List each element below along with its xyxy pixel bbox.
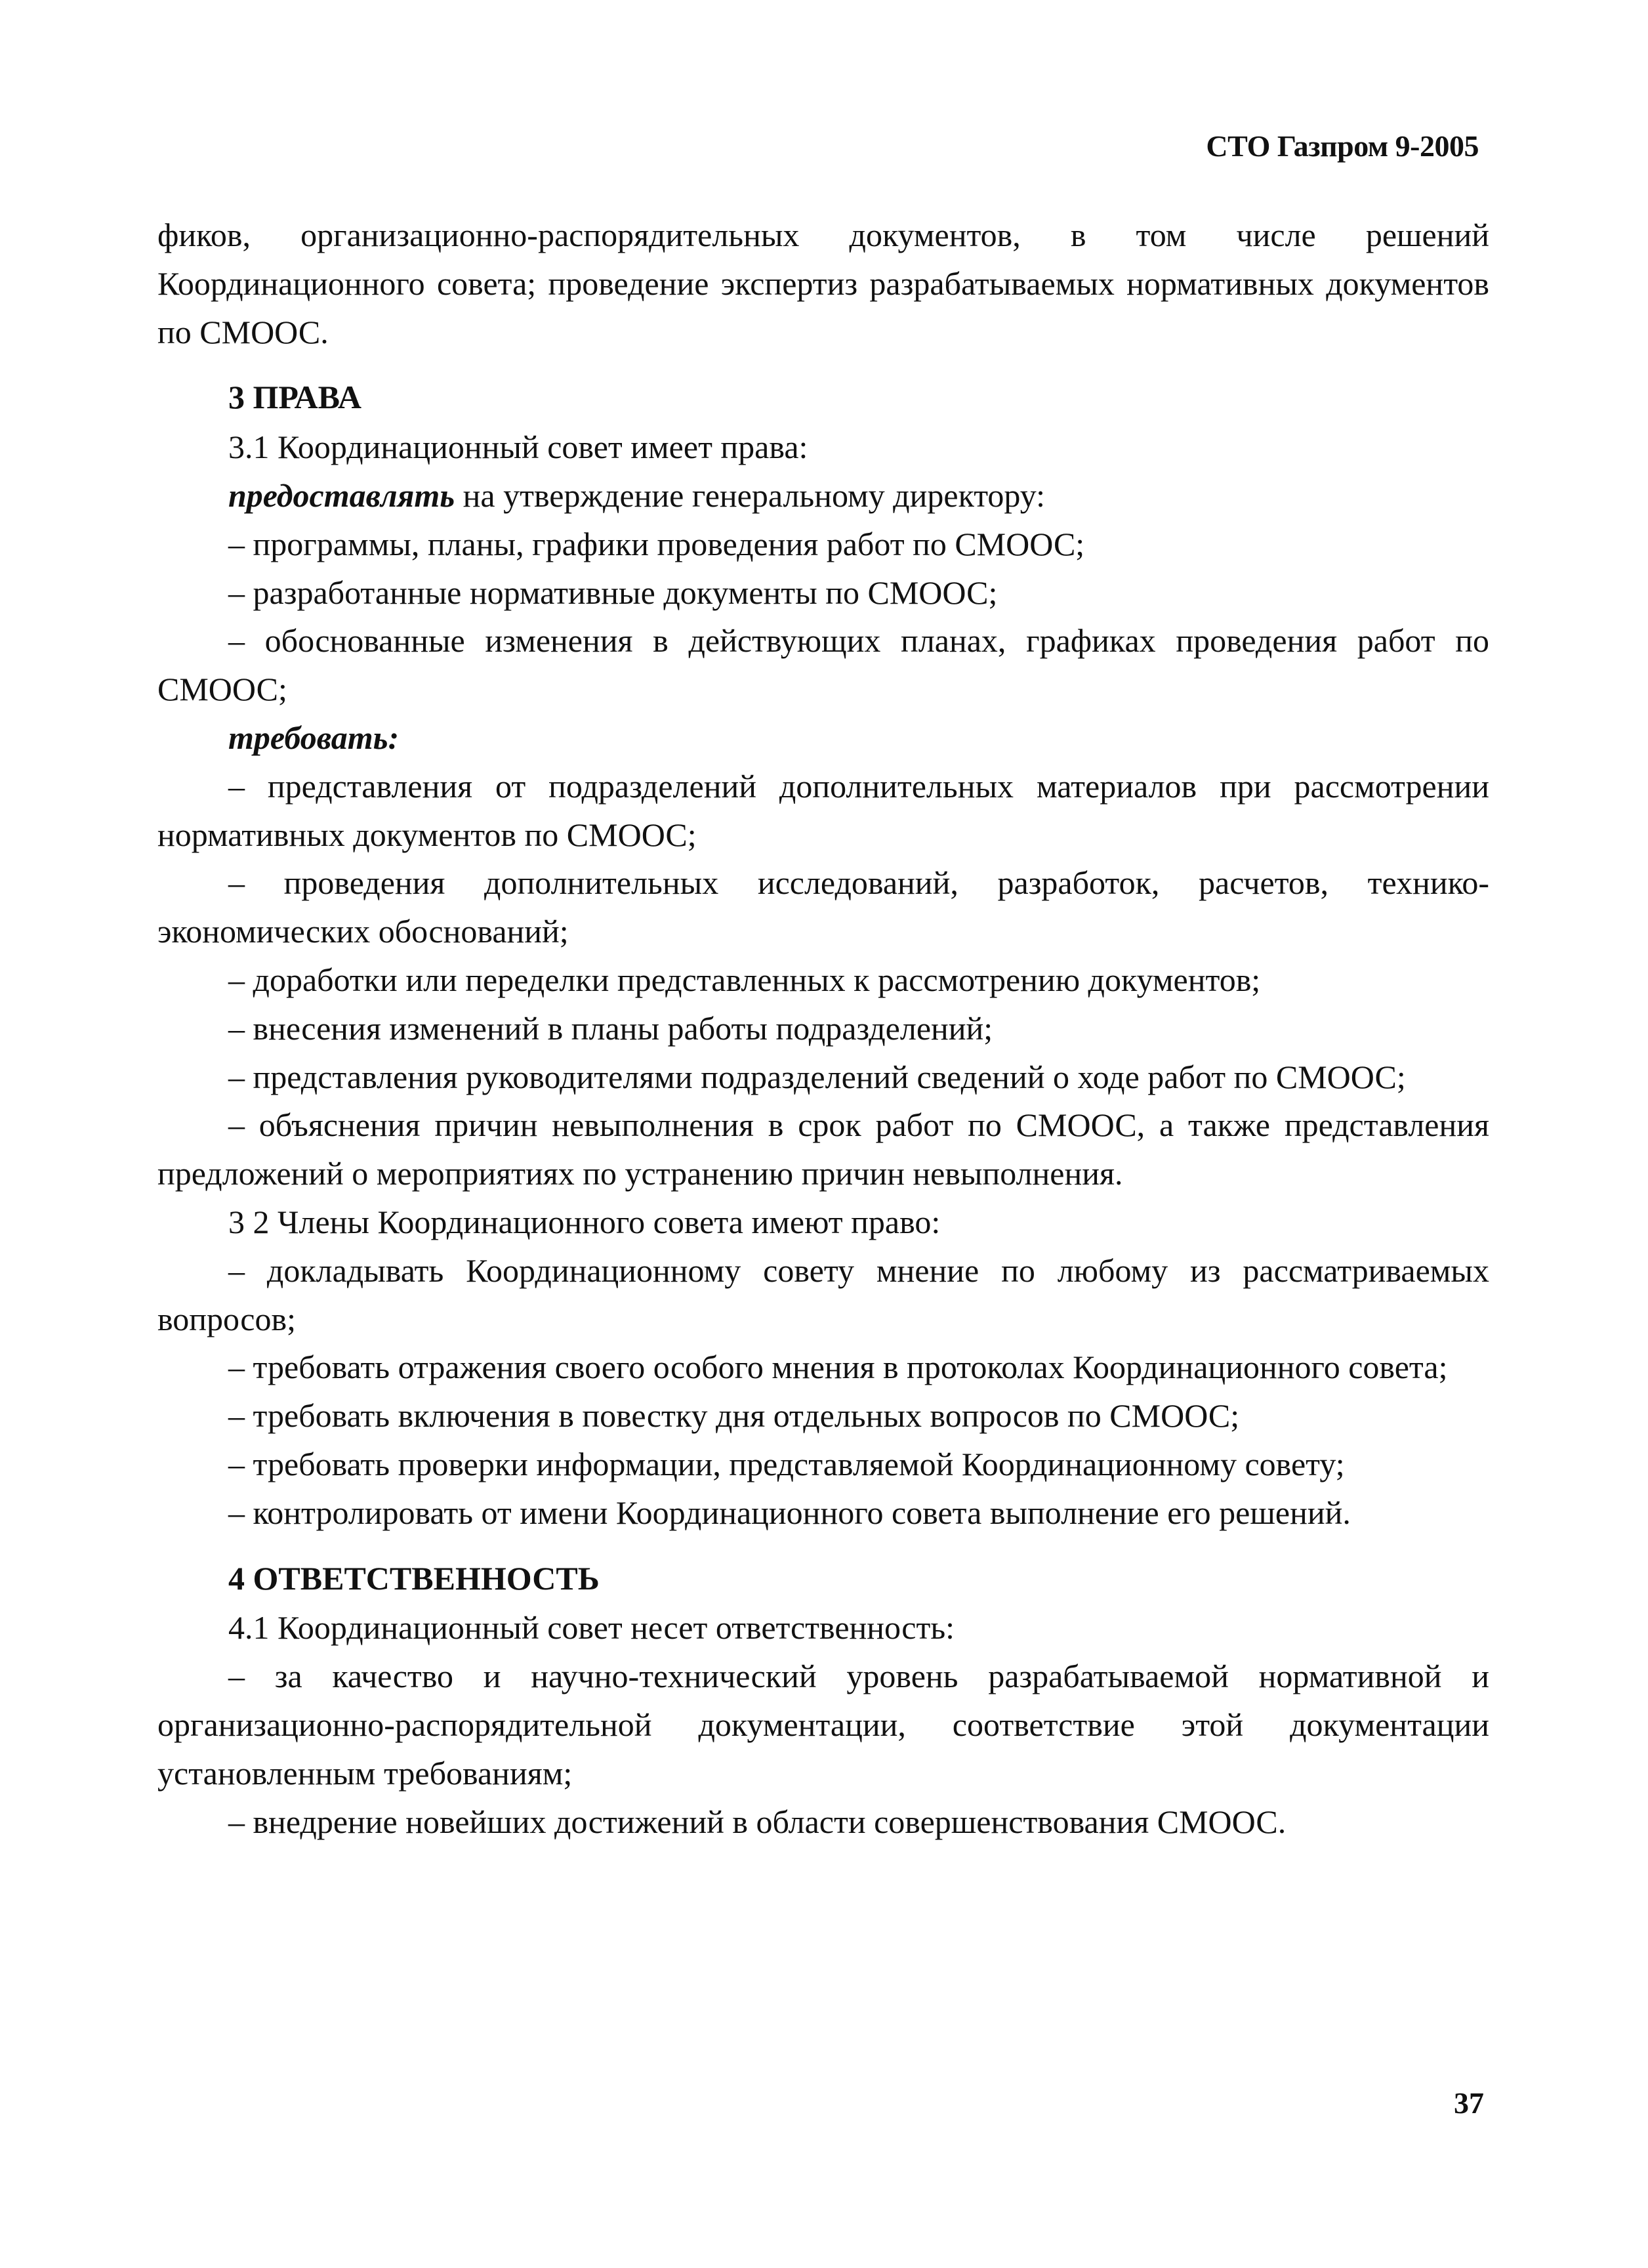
document-body xyxy=(157,211,1489,1846)
page-number: 37 xyxy=(1454,2086,1484,2120)
require-item: – доработки или переделки представленных к рассмотрению документов; xyxy=(228,961,1261,998)
provide-item: – программы, планы, графики проведения работ по СМООС; xyxy=(228,525,1085,562)
members-item: – контролировать от имени Координационного совета выполнение его решений. xyxy=(228,1494,1351,1531)
require-item: – объяснения причин невыполнения в срок работ по СМООС, а также представления предложений о мероприятиях по устранению причин невыполнения. xyxy=(157,1106,1489,1192)
continuation-paragraph: фиков, организационно-распорядительных документов, в том числе решений Координационного совета; проведение экспертиз разрабатываемых нормативных документов по СМООС. xyxy=(157,217,1489,350)
members-item: – докладывать Координационному совету мнение по любому из рассматриваемых вопросов; xyxy=(157,1251,1489,1337)
clause-3-1: 3.1 Координационный совет имеет права: xyxy=(228,429,808,466)
document-code-header: СТО Газпром 9-2005 xyxy=(1206,129,1479,163)
provide-intro xyxy=(157,472,1489,520)
responsibility-item: – внедрение новейших достижений в области совершенствования СМООС. xyxy=(228,1803,1287,1840)
require-lead: требовать: xyxy=(228,719,400,756)
members-item: – требовать отражения своего особого мнения в протоколах Координационного совета; xyxy=(228,1349,1448,1386)
members-item: – требовать включения в повестку дня отдельных вопросов по СМООС; xyxy=(228,1397,1240,1435)
clause-3-2: 3 2 Члены Координационного совета имеют право: xyxy=(228,1203,941,1240)
members-item: – требовать проверки информации, представляемой Координационному совету; xyxy=(228,1445,1345,1482)
clause-4-1: 4.1 Координационный совет несет ответственность: xyxy=(228,1609,955,1647)
require-item: – представления руководителями подразделений сведений о ходе работ по СМООС; xyxy=(228,1058,1406,1095)
provide-intro-rest: на утверждение генеральному директору: xyxy=(455,476,1045,514)
provide-item: – обоснованные изменения в действующих планах, графиках проведения работ по СМООС; xyxy=(157,622,1489,708)
require-item: – проведения дополнительных исследований, разработок, расчетов, технико-экономических обоснований; xyxy=(157,864,1489,950)
responsibility-item: – за качество и научно-технический уровень разрабатываемой нормативной и организационно-распорядительной документации, соответствие этой документации установленным требованиям; xyxy=(157,1658,1489,1792)
section-3-heading: 3 ПРАВА xyxy=(228,379,361,416)
section-4-heading: 4 ОТВЕТСТВЕННОСТЬ xyxy=(228,1559,600,1597)
provide-item: – разработанные нормативные документы по СМООС; xyxy=(228,574,998,611)
require-item: – внесения изменений в планы работы подразделений; xyxy=(228,1009,993,1047)
provide-lead-word: предоставлять xyxy=(228,476,455,514)
require-item: – представления от подразделений дополнительных материалов при рассмотрении нормативных документов по СМООС; xyxy=(157,767,1489,853)
